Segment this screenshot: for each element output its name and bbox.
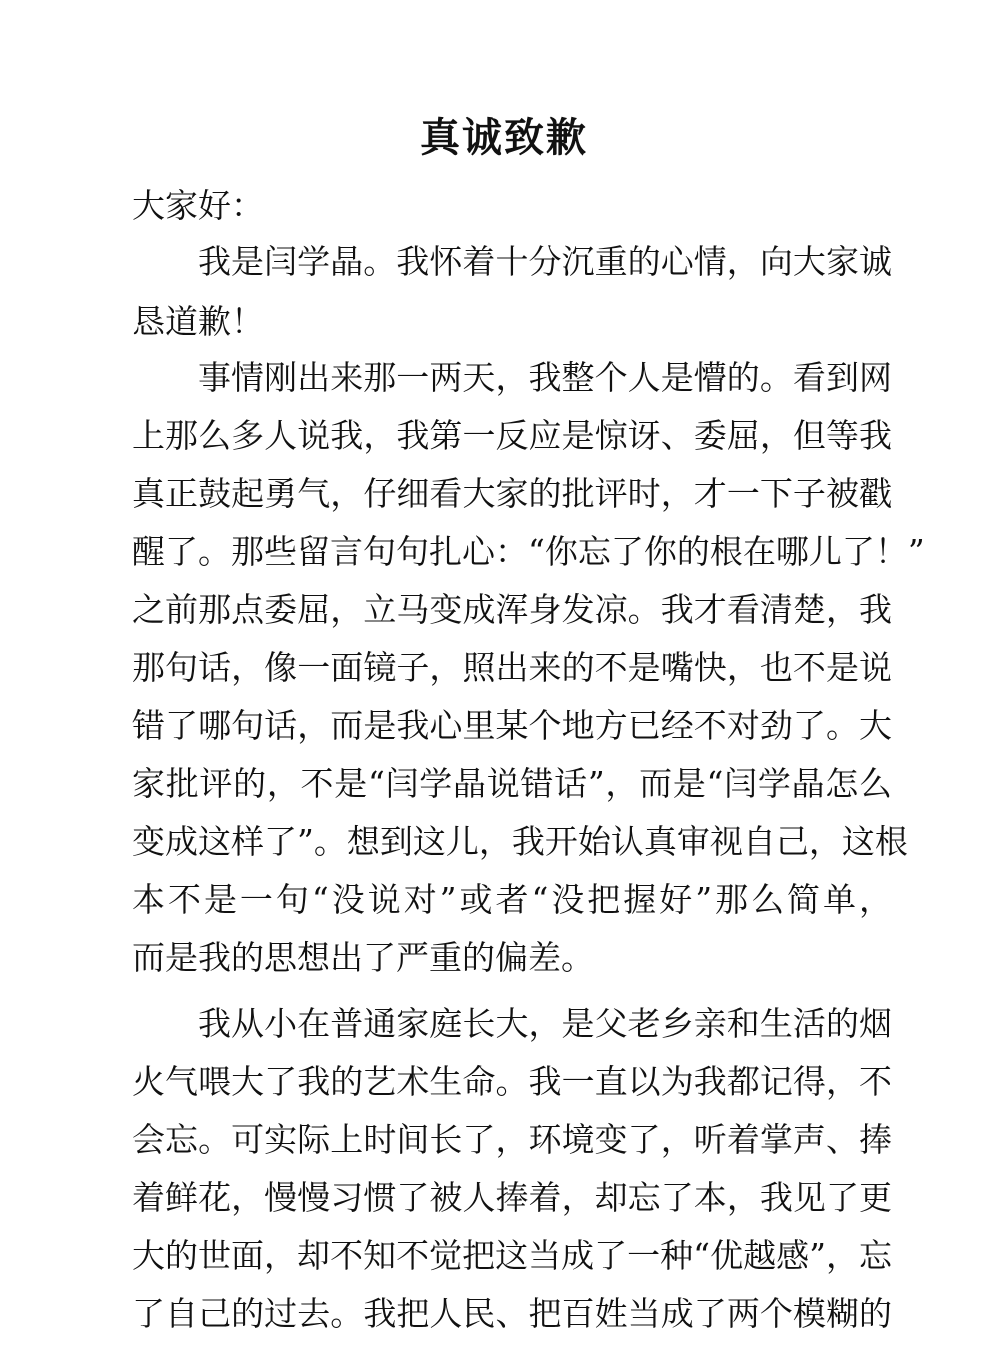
- body-line-18: 大的世面，却不知不觉把这当成了一种“优越感”，忘: [132, 1236, 892, 1275]
- body-line-4: 上那么多人说我，我第一反应是惊讶、委屈，但等我: [132, 416, 892, 455]
- body-line-6: 醒了。那些留言句句扎心：“你忘了你的根在哪儿了！”: [132, 532, 925, 571]
- body-line-14: 我从小在普通家庭长大，是父老乡亲和生活的烟: [198, 1004, 892, 1043]
- body-line-7: 之前那点委屈，立马变成浑身发凉。我才看清楚，我: [132, 590, 892, 629]
- body-line-15: 火气喂大了我的艺术生命。我一直以为我都记得，不: [132, 1062, 892, 1101]
- body-line-12: 本不是一句“没说对”或者“没把握好”那么简单，: [132, 880, 892, 919]
- body-line-5: 真正鼓起勇气，仔细看大家的批评时，才一下子被戳: [132, 474, 892, 513]
- body-line-19: 了自己的过去。我把人民、把百姓当成了两个模糊的: [132, 1294, 892, 1333]
- body-line-2: 恳道歉！: [132, 302, 264, 341]
- body-line-8: 那句话，像一面镜子，照出来的不是嘴快，也不是说: [132, 648, 892, 687]
- body-line-10: 家批评的，不是“闫学晶说错话”，而是“闫学晶怎么: [132, 764, 892, 803]
- document-title: 真诚致歉: [420, 114, 588, 161]
- body-line-9: 错了哪句话，而是我心里某个地方已经不对劲了。大: [132, 706, 892, 745]
- body-line-17: 着鲜花，慢慢习惯了被人捧着，却忘了本，我见了更: [132, 1178, 892, 1217]
- body-line-13: 而是我的思想出了严重的偏差。: [132, 938, 594, 977]
- body-line-16: 会忘。可实际上时间长了，环境变了，听着掌声、捧: [132, 1120, 892, 1159]
- body-line-1: 我是闫学晶。我怀着十分沉重的心情，向大家诚: [198, 242, 892, 281]
- body-line-3: 事情刚出来那一两天，我整个人是懵的。看到网: [198, 358, 892, 397]
- body-line-11: 变成这样了”。想到这儿，我开始认真审视自己，这根: [132, 822, 908, 861]
- greeting-line: 大家好：: [132, 186, 264, 225]
